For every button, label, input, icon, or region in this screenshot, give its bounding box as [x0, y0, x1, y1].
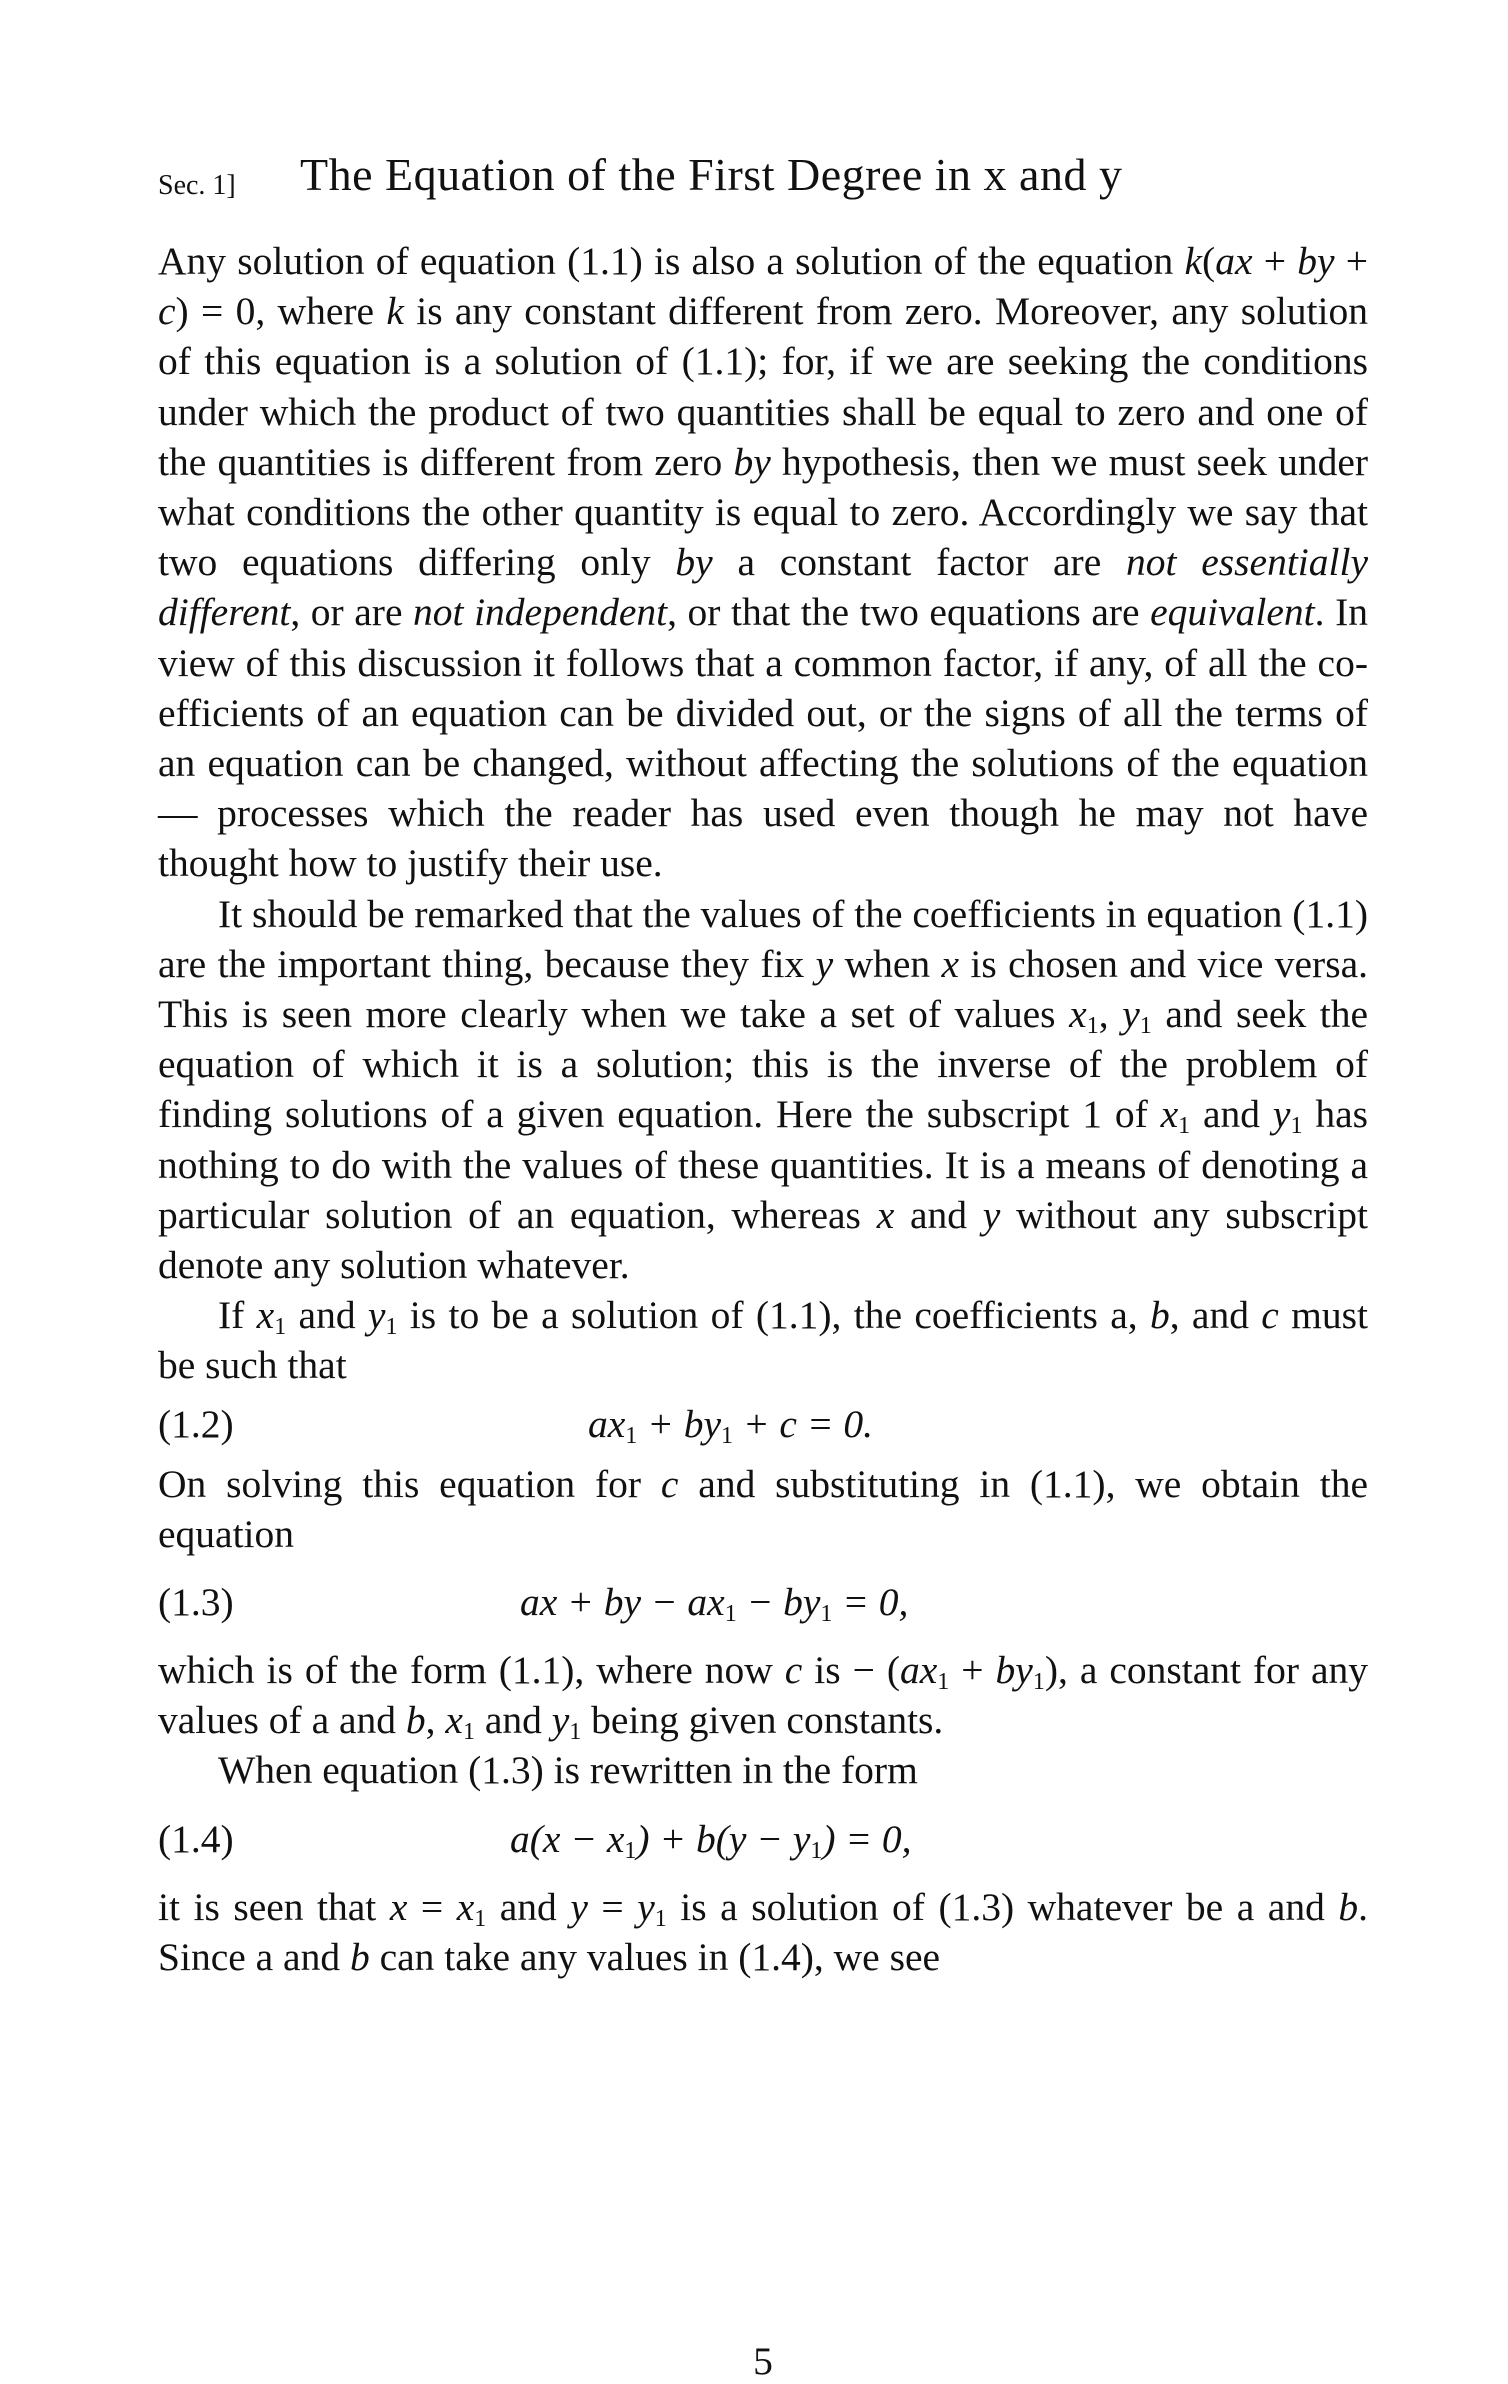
equation-number: (1.4)	[158, 1816, 234, 1861]
paragraph-1: Any solution of equation (1.1) is also a solution of the equation k(ax + by + c) = 0, where k is any constant different from zero. Moreover, any solution of this equation is a solution of (1.1); for, if we are seeking the conditions under which the product of two quantities shall be equal to zero and one of the quantities is different from zero by hypothesis, then we must seek under what conditions the other quantity is equal to zero. Accordingly we say that two equations differing only by a constant factor are not essentially different, or are not independent, or that the two equations are equivalent. In view of this discussion it follows that a common factor, if any, of all the coefficients of an equation can be divided out, or the signs of all the terms of an equation can be changed, without affecting the solutions of the equation — processes which the reader has used even though he may not have thought how to justify their use.	[158, 239, 1369, 886]
equation-expression: $ax_1 + by_1 + c = 0$.	[588, 1401, 873, 1449]
paragraph-6: When equation (1.3) is rewritten in the form	[218, 1748, 918, 1793]
page-number: 5	[753, 2339, 773, 2383]
page-body	[158, 236, 1368, 1982]
section-marker: Sec. 1]	[158, 170, 236, 201]
running-header	[158, 148, 1368, 218]
equation-expression: ax + by − $ax_1 - by_1 = 0$,	[520, 1580, 909, 1628]
equation-expression: $a(x - x_1) + b(y - y_1) = 0$,	[510, 1816, 912, 1864]
equation-1-4	[158, 1814, 1368, 1864]
equation-1-3	[158, 1577, 1368, 1627]
paragraph-5: which is of the form (1.1), where now c is − $(ax_1 + by_1)$, a constant for any values of a and b, $x_1$ and $y_1$ being given constants.	[158, 1648, 1369, 1746]
equation-1-2	[158, 1399, 1368, 1449]
paragraph-4: On solving this equation for c and substituting in (1.1), we obtain the equation	[158, 1461, 1368, 1556]
paragraph-2: It should be remarked that the values of the coefficients in equation (1.1) are the important thing, because they fix y when x is chosen and vice versa. This is seen more clearly when we take a set of values $x_1$, $y_1$ and seek the equation of which it is a solution; this is the inverse of the problem of finding solutions of a given equation. Here the subscript 1 of $x_1$ and $y_1$ has nothing to do with the values of these quantities. It is a means of denoting a particular solution of an equation, whereas x and y without any subscript denote any solution whatever.	[158, 891, 1368, 1288]
paragraph-7: it is seen that $x = x_1$ and $y = y_1$ is a solution of (1.3) whatever be a and b. Since a and b can take any values in (1.4), we see	[158, 1884, 1368, 1979]
equation-number: (1.3)	[158, 1580, 234, 1625]
paragraph-3: If $x_1$ and $y_1$ is to be a solution of (1.1), the coefficients a, b, and c must be such that	[158, 1293, 1368, 1388]
running-title: The Equation of the First Degree in x and y	[300, 149, 1123, 200]
equation-number: (1.2)	[158, 1401, 234, 1446]
book-page	[158, 148, 1369, 2383]
